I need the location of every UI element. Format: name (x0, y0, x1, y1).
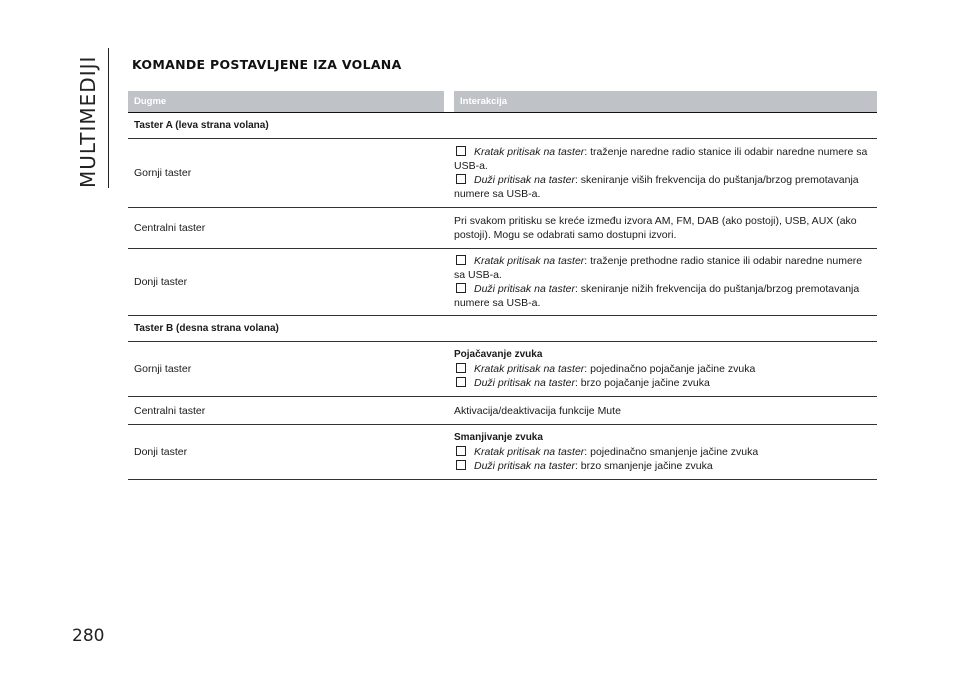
item-text: : skeniranje viših frekvencija do puštanja/brzog premotavanja numere sa USB-a. (454, 174, 859, 200)
controls-table (128, 91, 877, 480)
button-name: Donji taster (134, 446, 188, 458)
button-name: Gornji taster (134, 167, 192, 179)
item-emphasis: Kratak pritisak na taster (474, 446, 585, 458)
checkbox-bullet-icon (456, 363, 466, 373)
interaction-text: Aktivacija/deaktivacija funkcije Mute (454, 404, 621, 417)
header-interaction: Interakcija (454, 91, 877, 112)
item-text: : pojedinačno pojačanje jačine zvuka (584, 363, 756, 375)
table-header (128, 91, 877, 113)
item-emphasis: Duži pritisak na taster (474, 377, 575, 389)
item-text: : traženje naredne radio stanice ili odabir naredne numere sa USB-a. (454, 146, 868, 172)
button-name: Centralni taster (134, 404, 206, 417)
item-text: : skeniranje nižih frekvencija do puštanja/brzog premotavanja numere sa USB-a. (454, 283, 860, 309)
interaction-subheading: Pojačavanje zvuka (454, 349, 543, 360)
item-emphasis: Kratak pritisak na taster (474, 146, 585, 158)
item-emphasis: Kratak pritisak na taster (474, 363, 585, 375)
interaction-cell (444, 248, 877, 316)
checkbox-bullet-icon (456, 255, 466, 265)
list-item (454, 145, 869, 173)
item-text: : pojedinačno smanjenje jačine zvuka (584, 446, 759, 458)
table-row (128, 208, 877, 249)
group-title-b: Taster B (desna strana volana) (128, 316, 877, 342)
interaction-cell (444, 425, 877, 479)
page-number: 280 (72, 626, 105, 646)
item-emphasis: Kratak pritisak na taster (474, 255, 585, 267)
list-item (454, 445, 869, 459)
list-item (454, 173, 869, 201)
item-text: : brzo smanjenje jačine zvuka (574, 460, 713, 472)
checkbox-bullet-icon (456, 146, 466, 156)
table-row (128, 397, 877, 425)
button-name: Donji taster (134, 276, 188, 288)
list-item (454, 282, 869, 310)
button-name: Centralni taster (134, 222, 206, 234)
interaction-text: Pri svakom pritisku se kreće između izvora AM, FM, DAB (ako postoji), USB, AUX (ako postoji). Mogu se odabrati samo dostupni izvori. (454, 215, 857, 241)
list-item (454, 376, 869, 390)
chapter-divider (108, 48, 109, 188)
checkbox-bullet-icon (456, 446, 466, 456)
item-emphasis: Duži pritisak na taster (474, 283, 575, 295)
checkbox-bullet-icon (456, 377, 466, 387)
button-name: Gornji taster (134, 363, 192, 375)
item-text: : traženje prethodne radio stanice ili odabir naredne numere sa USB-a. (454, 255, 863, 281)
chapter-title: MULTIMEDIJI (76, 55, 100, 188)
table-row (128, 342, 877, 397)
header-button: Dugme (128, 91, 444, 112)
checkbox-bullet-icon (456, 174, 466, 184)
interaction-cell (444, 398, 877, 424)
item-emphasis: Duži pritisak na taster (474, 174, 575, 186)
table-row (128, 425, 877, 480)
checkbox-bullet-icon (456, 283, 466, 293)
interaction-subheading: Smanjivanje zvuka (454, 432, 543, 443)
item-text: : brzo pojačanje jačine zvuka (574, 377, 710, 389)
checkbox-bullet-icon (456, 460, 466, 470)
section-title: KOMANDE POSTAVLJENE IZA VOLANA (132, 57, 402, 72)
interaction-cell (444, 139, 877, 207)
group-title-a: Taster A (leva strana volana) (128, 113, 877, 139)
list-item (454, 254, 869, 282)
table-row (128, 249, 877, 316)
item-emphasis: Duži pritisak na taster (474, 460, 575, 472)
interaction-cell (444, 342, 877, 396)
interaction-cell (444, 208, 877, 248)
table-row (128, 139, 877, 208)
list-item (454, 362, 869, 376)
list-item (454, 459, 869, 473)
